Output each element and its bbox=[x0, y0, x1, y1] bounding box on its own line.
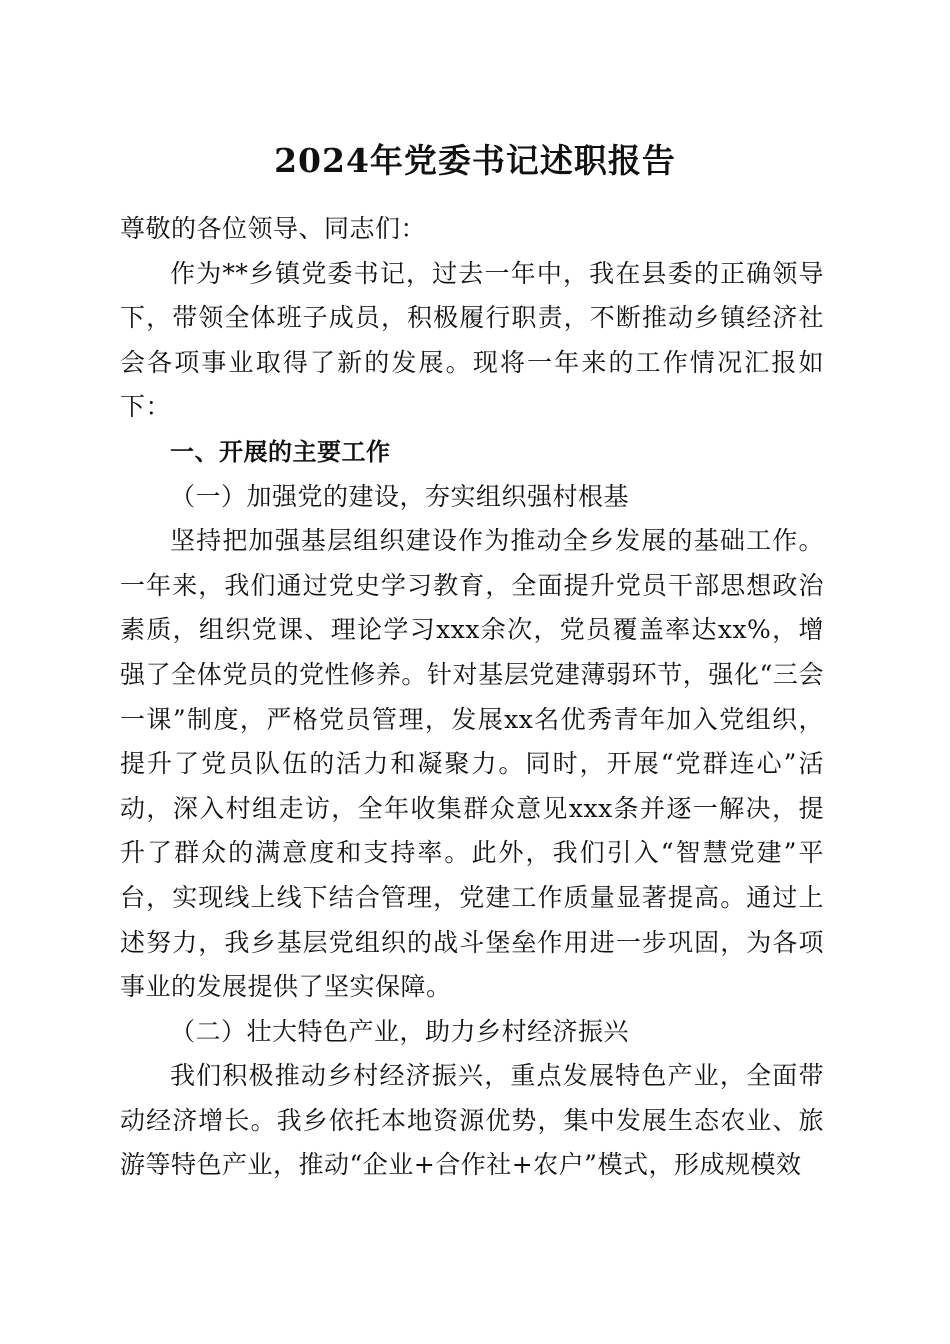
section-heading-main-work: 一、开展的主要工作 bbox=[170, 437, 391, 466]
document-body bbox=[120, 207, 824, 1188]
intro-paragraph: 作为**乡镇党委书记，过去一年中，我在县委的正确领导下，带领全体班子成员，积极履行职责，不断推动乡镇经济社会各项事业取得了新的发展。现将一年来的工作情况汇报如下： bbox=[120, 258, 824, 422]
paragraph-party-building: 坚持把加强基层组织建设作为推动全乡发展的基础工作。一年来，我们通过党史学习教育，全面提升党员干部思想政治素质，组织党课、理论学习xxx余次，党员覆盖率达xx%，增强了全体党员的党性修养。针对基层党建薄弱环节，强化“三会一课”制度，严格党员管理，发展xx名优秀青年加入党组织，提升了党员队伍的活力和凝聚力。同时，开展“党群连心”活动，深入村组走访，全年收集群众意见xxx条并逐一解决，提升了群众的满意度和支持率。此外，我们引入“智慧党建”平台，实现线上线下结合管理，党建工作质量显著提高。通过上述努力，我乡基层党组织的战斗堡垒作用进一步巩固，为各项事业的发展提供了坚实保障。 bbox=[120, 526, 824, 1002]
document-title: 2024年党委书记述职报告 bbox=[274, 141, 676, 180]
paragraph-industry: 我们积极推动乡村经济振兴，重点发展特色产业，全面带动经济增长。我乡依托本地资源优势，集中发展生态农业、旅游等特色产业，推动“企业+合作社+农户”模式，形成规模效 bbox=[120, 1061, 824, 1180]
subsection-heading-industry: （二）壮大特色产业，助力乡村经济振兴 bbox=[170, 1016, 630, 1046]
subsection-heading-party-building: （一）加强党的建设，夯实组织强村根基 bbox=[170, 481, 630, 511]
salutation: 尊敬的各位领导、同志们： bbox=[120, 214, 427, 243]
